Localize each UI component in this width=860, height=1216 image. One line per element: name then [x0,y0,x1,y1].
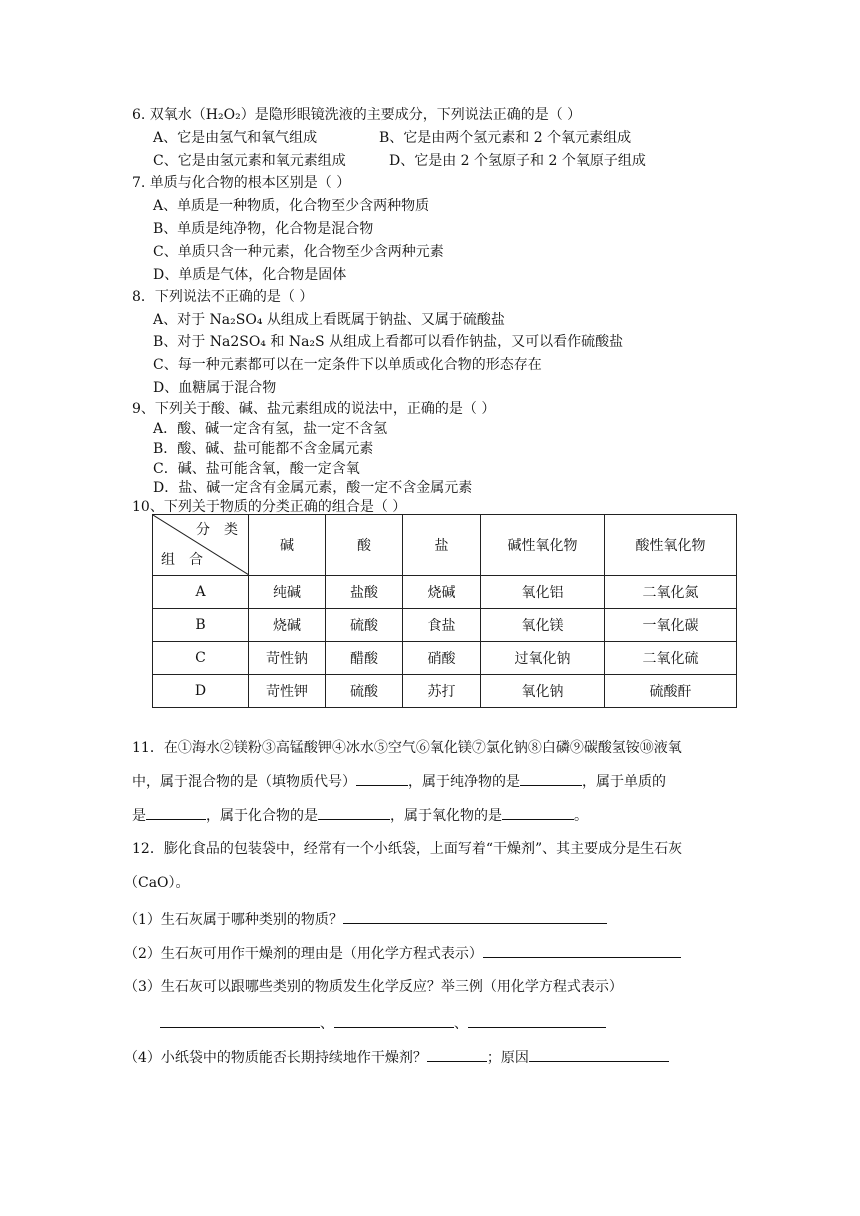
q10-stem: 10、下列关于物质的分类正确的组合是（ ） [132,499,407,515]
q7-option-d: D、单质是气体，化合物是固体 [153,267,347,283]
q6-option-a: A、它是由氢气和氧气组成 [153,130,318,146]
table-cell: 盐酸 [326,576,403,609]
table-cell: 硫酸 [326,675,403,708]
q6-option-d: D、它是由 2 个氢原子和 2 个氧原子组成 [389,153,646,169]
table-cell: 氧化铝 [481,576,605,609]
q9-option-d: D．盐、碱一定含有金属元素，酸一定不含金属元素 [153,480,473,496]
q12-text: （4）小纸袋中的物质能否长期持续地作干燥剂？ [124,1050,427,1066]
answer-blank-q12-3b[interactable] [334,1012,454,1028]
classification-table [152,514,737,708]
answer-blank-q12-2[interactable] [483,942,681,958]
q11-text: 中，属于混合物的是（填物质代号） [132,774,356,790]
q6-option-c: C、它是由氢元素和氧元素组成 [153,153,346,169]
q9-stem: 9、下列关于酸、碱、盐元素组成的说法中，正确的是（ ） [132,401,496,417]
answer-blank-q12-1[interactable] [343,908,607,924]
q7-option-b: B、单质是纯净物，化合物是混合物 [153,221,374,237]
table-cell: 硫酸酐 [605,675,737,708]
q8-stem: 8．下列说法不正确的是（ ） [132,289,314,305]
table-cell: 硝酸 [403,642,481,675]
diagonal-header-cell [153,515,249,576]
q12-line-2: （CaO）。 [124,875,190,891]
table-cell: 苏打 [403,675,481,708]
q11-line-3 [132,804,588,827]
q12-text: ；原因 [486,1050,529,1066]
header-acidic-oxide: 酸性氧化物 [605,515,737,576]
q11-text: ，属于氧化物的是 [390,808,502,824]
header-salt: 盐 [403,515,481,576]
answer-blank-q12-4b[interactable] [529,1046,669,1062]
table-cell: 二氧化氮 [605,576,737,609]
answer-blank-mixture[interactable] [356,770,408,786]
answer-blank-pure[interactable] [520,770,582,786]
table-row [153,576,737,609]
answer-blank-q12-3a[interactable] [160,1012,320,1028]
q12-sub-3: （3）生石灰可以跟哪些类别的物质发生化学反应？举三例（用化学方程式表示） [124,979,623,995]
table-cell: 硫酸 [326,609,403,642]
table-cell: 氧化镁 [481,609,605,642]
table-cell: 过氧化钠 [481,642,605,675]
table-cell: 烧碱 [249,609,326,642]
q9-option-a: A．酸、碱一定含有氢，盐一定不含氢 [153,421,388,437]
q12-sub-2 [124,942,681,965]
header-acid: 酸 [326,515,403,576]
q7-stem: 7. 单质与化合物的根本区别是（ ） [132,175,351,191]
q7-option-c: C、单质只含一种元素，化合物至少含两种元素 [153,244,444,260]
q9-option-c: C．碱、盐可能含氧，酸一定含氧 [153,461,360,477]
q12-text: （2）生石灰可用作干燥剂的理由是（用化学方程式表示） [124,946,483,962]
answer-blank-q12-3c[interactable] [468,1012,606,1028]
table-cell: 苛性钠 [249,642,326,675]
table-cell: 纯碱 [249,576,326,609]
row-label: D [153,675,249,708]
table-cell: 食盐 [403,609,481,642]
corner-label-group: 组 合 [161,552,203,568]
table-cell: 氧化钠 [481,675,605,708]
q11-text: ，属于单质的 [582,774,666,790]
table-row [153,675,737,708]
table-cell: 苛性钾 [249,675,326,708]
q8-option-c: C、每一种元素都可以在一定条件下以单质或化合物的形态存在 [153,357,542,373]
header-base: 碱 [249,515,326,576]
row-label: A [153,576,249,609]
q7-option-a: A、单质是一种物质，化合物至少含两种物质 [153,198,430,214]
row-label: B [153,609,249,642]
table-cell: 醋酸 [326,642,403,675]
table-row [153,642,737,675]
row-label: C [153,642,249,675]
separator: 、 [454,1016,468,1032]
answer-blank-q12-4a[interactable] [427,1046,487,1062]
separator: 、 [320,1016,334,1032]
q12-sub-4 [124,1046,669,1069]
table-cell: 烧碱 [403,576,481,609]
table-cell: 一氧化碳 [605,609,737,642]
q8-option-a: A、对于 Na₂SO₄ 从组成上看既属于钠盐、又属于硫酸盐 [153,312,505,328]
q11-text: ，属于化合物的是 [206,808,318,824]
table-header-row [153,515,737,576]
q11-line-2 [132,770,666,793]
q12-text: （1）生石灰属于哪种类别的物质？ [124,912,343,928]
table-row [153,609,737,642]
q11-text: ，属于纯净物的是 [408,774,520,790]
q8-option-d: D、血糖属于混合物 [153,380,277,396]
q6-stem: 6. 双氧水（H₂O₂）是隐形眼镜洗液的主要成分，下列说法正确的是（ ） [132,107,582,123]
table-cell: 二氧化硫 [605,642,737,675]
q11-line-1: 11．在①海水②镁粉③高锰酸钾④冰水⑤空气⑥氧化镁⑦氯化钠⑧白磷⑨碳酸氢铵⑩液氧 [132,740,682,756]
header-basic-oxide: 碱性氧化物 [481,515,605,576]
q11-text: 。 [574,808,588,824]
q12-line-1: 12．膨化食品的包装袋中，经常有一个小纸袋，上面写着“干燥剂”、其主要成分是生石灰 [132,841,683,857]
answer-blank-compound[interactable] [318,804,390,820]
q12-sub-3-answers [160,1012,606,1035]
q12-sub-1 [124,908,607,931]
answer-blank-oxide[interactable] [502,804,574,820]
q11-text: 是 [132,808,146,824]
q6-option-b: B、它是由两个氢元素和 2 个氧元素组成 [379,130,632,146]
answer-blank-element[interactable] [146,804,206,820]
q9-option-b: B．酸、碱、盐可能都不含金属元素 [153,441,374,457]
corner-label-category: 分 类 [196,522,238,538]
q8-option-b: B、对于 Na2SO₄ 和 Na₂S 从组成上看都可以看作钠盐，又可以看作硫酸盐 [153,334,624,350]
